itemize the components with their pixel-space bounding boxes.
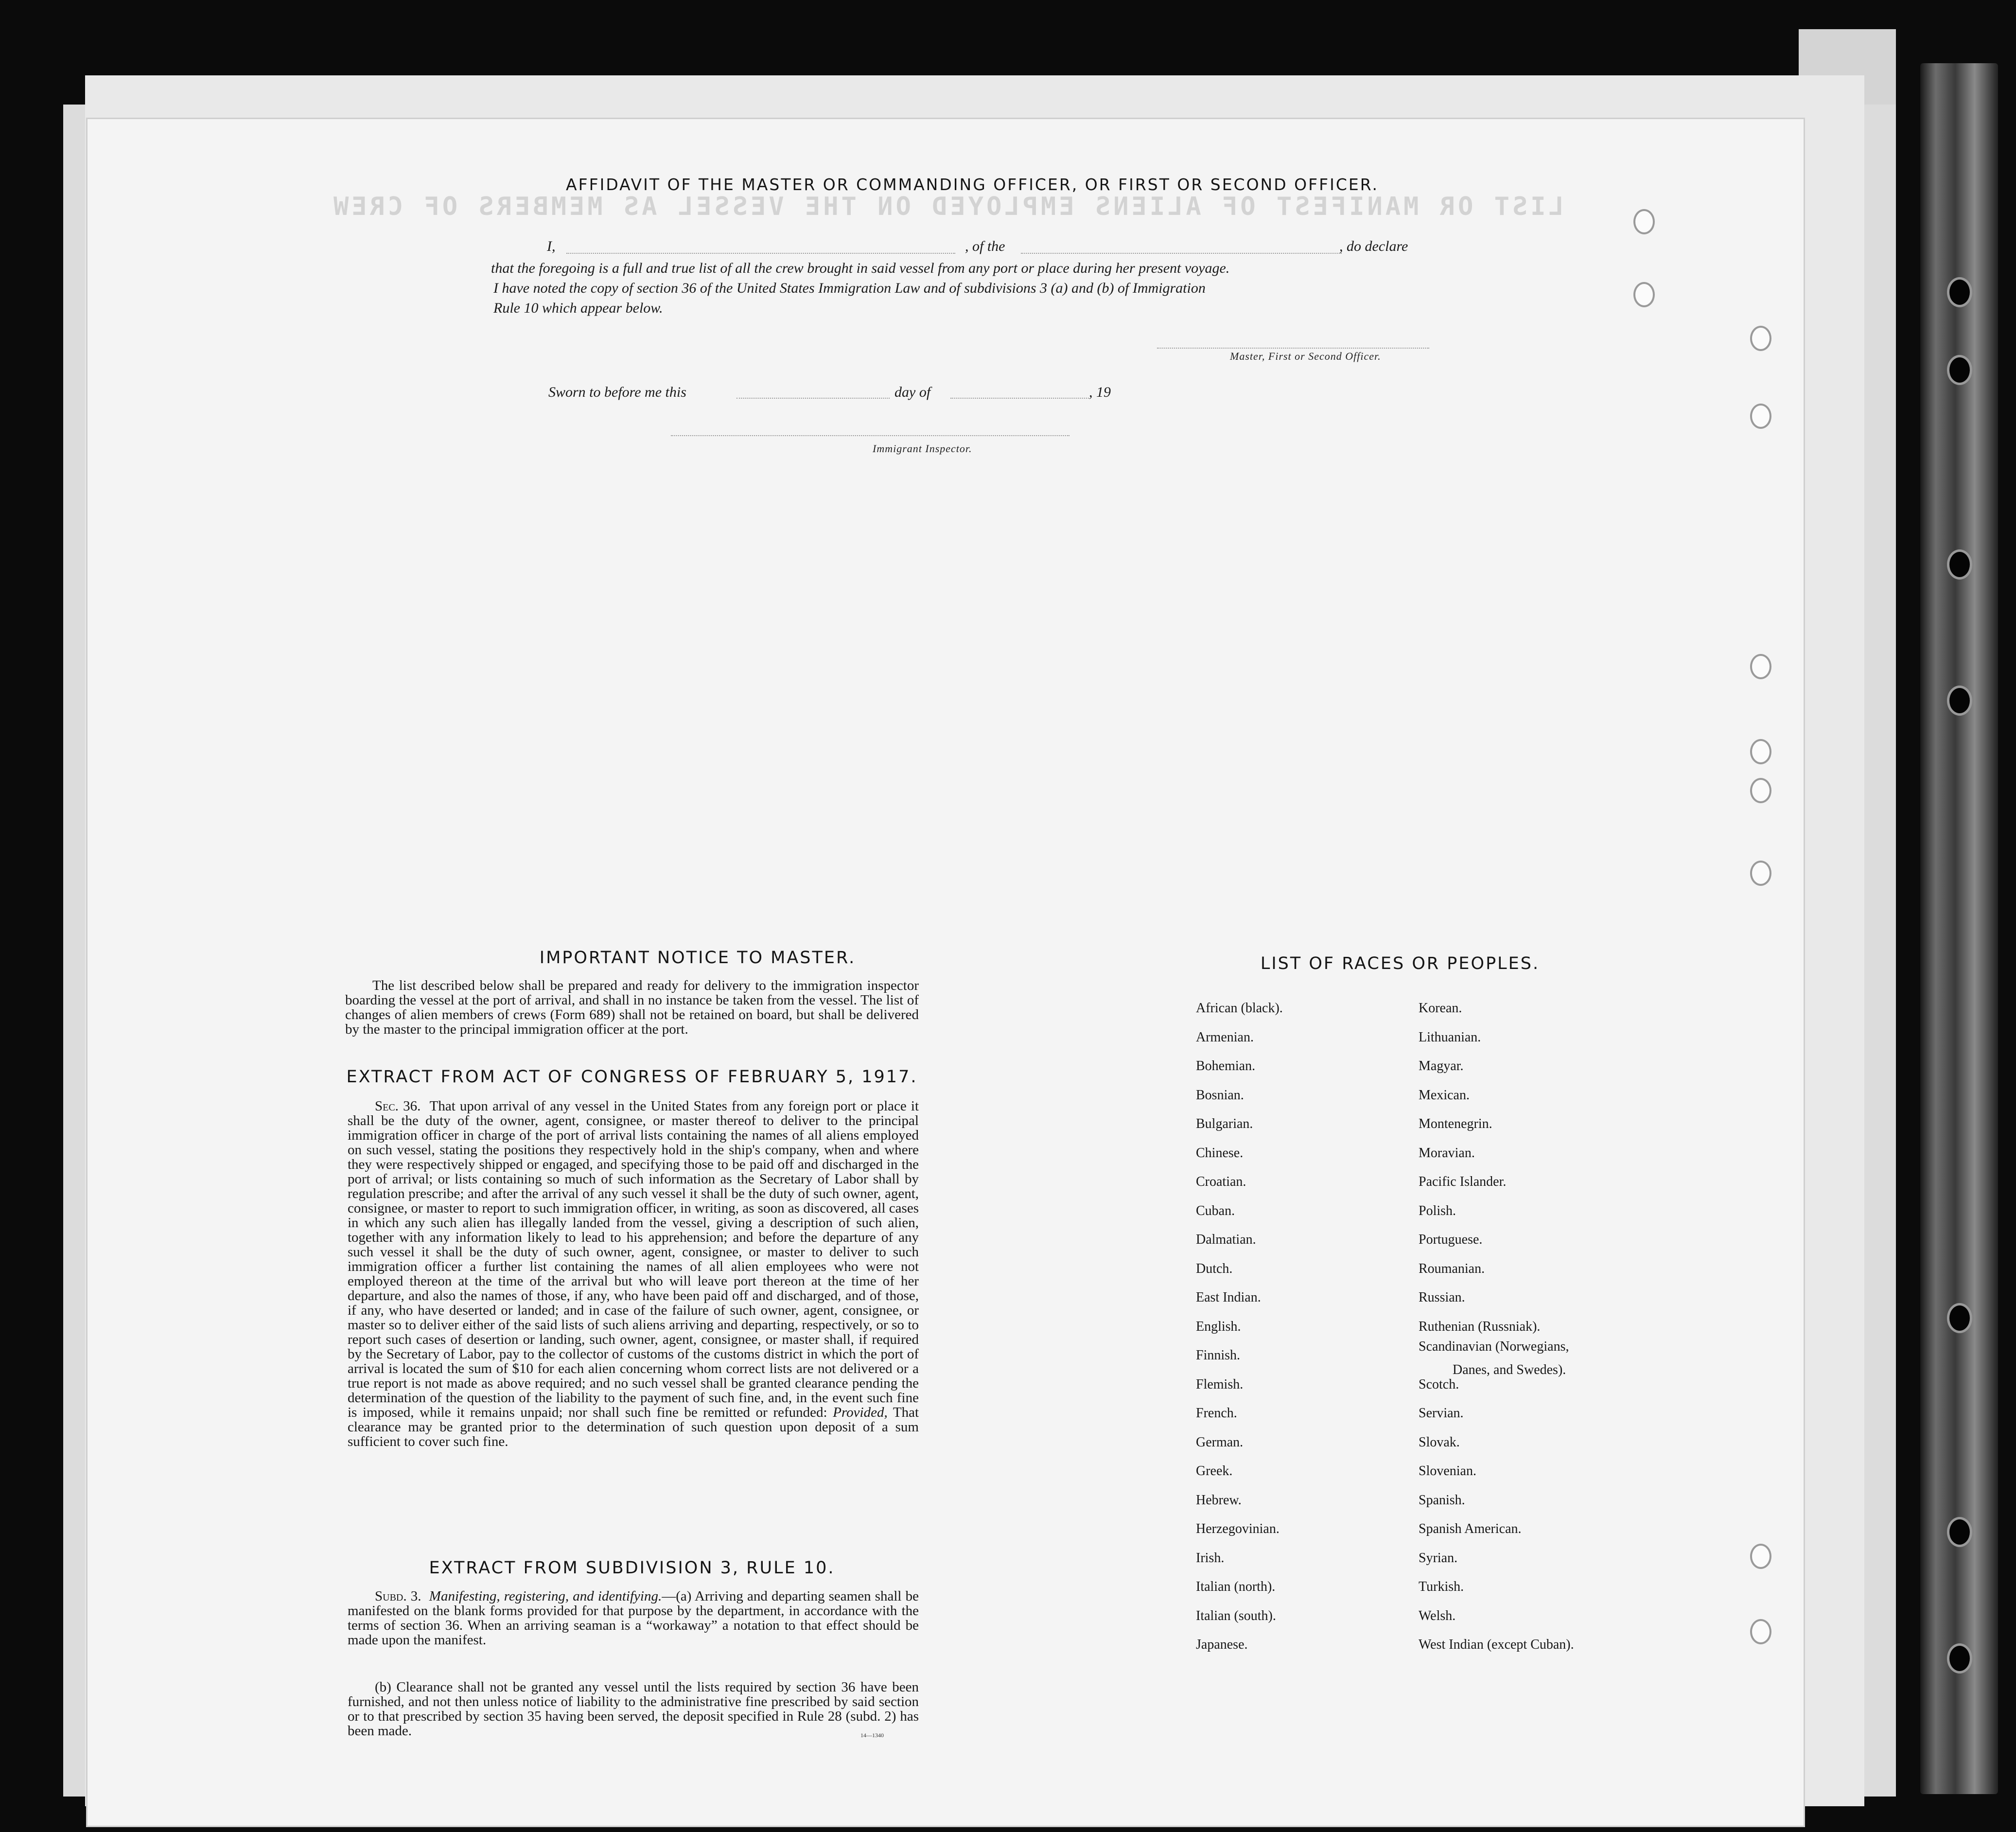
rule-para-a	[348, 1589, 919, 1647]
punch-hole-icon	[1750, 861, 1771, 886]
binder-hole-icon	[1947, 549, 1972, 580]
inspector-caption: Immigrant Inspector.	[873, 442, 972, 455]
notice-heading: IMPORTANT NOTICE TO MASTER.	[539, 948, 856, 968]
race-item: Danes, and Swedes).	[1453, 1362, 1566, 1377]
race-item: Hebrew.	[1196, 1492, 1242, 1508]
race-item: East Indian.	[1196, 1290, 1261, 1305]
affidavit-declare: , do declare	[1339, 238, 1408, 254]
sworn-year: , 19	[1089, 384, 1111, 400]
inspector-signature-blank	[671, 435, 1069, 436]
race-item: French.	[1196, 1406, 1237, 1421]
race-item: Russian.	[1419, 1290, 1465, 1305]
race-item: Bohemian.	[1196, 1058, 1256, 1074]
race-item: Italian (north).	[1196, 1579, 1276, 1594]
race-item: African (black).	[1196, 1001, 1283, 1016]
form-number: 14—1340	[860, 1732, 884, 1739]
punch-hole-icon	[1750, 1619, 1771, 1644]
race-item: Moravian.	[1419, 1145, 1475, 1161]
race-item: Welsh.	[1419, 1608, 1456, 1623]
subdivision-title: Manifesting, registering, and identifying.	[429, 1588, 662, 1604]
race-item: Magyar.	[1419, 1058, 1464, 1074]
affidavit-line-4: Rule 10 which appear below.	[493, 300, 663, 316]
subdivision-a-text: —(a) Arriving and departing seamen shall be manifested on the blank forms provided for that purpose by the department, in accordance with the terms of section 36. When an arriving seaman is a “workaway” a notation to that effect should be made upon the manifest.	[348, 1588, 919, 1648]
subdivision-label: Subd. 3.	[375, 1588, 421, 1604]
binder-hole-icon	[1947, 686, 1972, 716]
proviso-label: Provided,	[833, 1405, 888, 1420]
punch-hole-icon	[1633, 282, 1655, 307]
race-item: Scandinavian (Norwegians,	[1419, 1339, 1569, 1354]
race-item: Chinese.	[1196, 1145, 1244, 1161]
race-item: Montenegrin.	[1419, 1116, 1492, 1131]
affidavit-of-the: , of the	[965, 238, 1005, 254]
name-blank	[566, 253, 955, 254]
binder-hole-icon	[1947, 355, 1972, 385]
race-item: Servian.	[1419, 1406, 1464, 1421]
race-item: Ruthenian (Russniak).	[1419, 1319, 1541, 1334]
race-item: Spanish American.	[1419, 1521, 1522, 1536]
punch-hole-icon	[1750, 1544, 1771, 1569]
race-item: German.	[1196, 1434, 1244, 1450]
punch-hole-icon	[1750, 404, 1771, 429]
race-item: West Indian (except Cuban).	[1419, 1637, 1574, 1652]
race-item: Dalmatian.	[1196, 1232, 1256, 1247]
race-item: Flemish.	[1196, 1376, 1244, 1392]
punch-hole-icon	[1750, 654, 1771, 679]
binder-hole-icon	[1947, 1643, 1972, 1673]
race-item: Italian (south).	[1196, 1608, 1276, 1623]
sworn-month-blank	[950, 398, 1089, 399]
proviso-text: That clearance may be granted prior to the determination of such question upon deposit of a sum sufficient to cover such fine.	[348, 1405, 919, 1449]
bleed-through-text: LIST OR MANIFEST OF ALIENS EMPLOYED ON THE VESSEL AS MEMBERS OF CREW	[331, 192, 1564, 221]
affidavit-line-3: I have noted the copy of section 36 of the United States Immigration Law and of subdivisions 3 (a) and (b) of Immigration	[493, 280, 1206, 296]
race-item: Portuguese.	[1419, 1232, 1483, 1247]
race-item: Dutch.	[1196, 1261, 1233, 1276]
race-item: Herzegovinian.	[1196, 1521, 1280, 1536]
notice-text: The list described below shall be prepared and ready for delivery to the immigration inspector boarding the vessel at the port of arrival, and shall in no instance be taken from the vessel. The list of changes of alien members of crews (Form 689) shall not be retained on board, but shall be delivered by the master to the principal immigration officer at the port.	[345, 978, 919, 1037]
race-item: Korean.	[1419, 1001, 1462, 1016]
race-item: Pacific Islander.	[1419, 1174, 1507, 1189]
race-item: Cuban.	[1196, 1203, 1235, 1218]
races-heading: LIST OF RACES OR PEOPLES.	[1260, 954, 1540, 973]
race-item: Turkish.	[1419, 1579, 1464, 1594]
section-label: Sec. 36.	[375, 1098, 421, 1114]
race-item: Scotch.	[1419, 1376, 1459, 1392]
act-heading: EXTRACT FROM ACT OF CONGRESS OF FEBRUARY 5, 1917.	[346, 1067, 918, 1087]
master-signature-blank	[1157, 348, 1429, 349]
race-item: Syrian.	[1419, 1550, 1458, 1566]
race-item: Armenian.	[1196, 1029, 1254, 1045]
race-item: Polish.	[1419, 1203, 1456, 1218]
race-item: Finnish.	[1196, 1348, 1241, 1363]
punch-hole-icon	[1750, 326, 1771, 351]
binder-spine	[1920, 63, 1998, 1794]
race-item: Lithuanian.	[1419, 1029, 1481, 1045]
affidavit-line-2: that the foregoing is a full and true list of all the crew brought in said vessel from any port or place during her present voyage.	[491, 260, 1230, 276]
race-item: Irish.	[1196, 1550, 1225, 1566]
sworn-text: Sworn to before me this	[548, 384, 686, 400]
affidavit-title: AFFIDAVIT OF THE MASTER OR COMMANDING OFFICER, OR FIRST OR SECOND OFFICER.	[566, 175, 1379, 194]
sworn-day-blank	[736, 398, 890, 399]
race-item: Mexican.	[1419, 1087, 1470, 1103]
rule-para-b: (b) Clearance shall not be granted any vessel until the lists required by section 36 have been furnished, and not then unless notice of liability to the administrative fine prescribed by said section or to that prescribed by section 35 having been served, the deposit specified in Rule 28 (subd. 2) has been made.	[348, 1679, 919, 1739]
race-item: Croatian.	[1196, 1174, 1246, 1189]
race-item: Slovak.	[1419, 1434, 1460, 1450]
binder-hole-icon	[1947, 277, 1972, 307]
race-item: Spanish.	[1419, 1492, 1465, 1508]
master-signature-caption: Master, First or Second Officer.	[1230, 350, 1381, 362]
rule-heading: EXTRACT FROM SUBDIVISION 3, RULE 10.	[429, 1558, 835, 1578]
race-item: Bosnian.	[1196, 1087, 1244, 1103]
race-item: Bulgarian.	[1196, 1116, 1253, 1131]
race-item: Japanese.	[1196, 1637, 1248, 1652]
affidavit-i: I,	[547, 238, 556, 254]
sworn-day-of: day of	[894, 384, 931, 400]
act-text	[348, 1099, 919, 1449]
race-item: Greek.	[1196, 1463, 1233, 1479]
binder-hole-icon	[1947, 1303, 1972, 1333]
race-item: English.	[1196, 1319, 1241, 1334]
vessel-blank	[1021, 253, 1342, 254]
punch-hole-icon	[1750, 778, 1771, 803]
race-item: Slovenian.	[1419, 1463, 1476, 1479]
binder-hole-icon	[1947, 1517, 1972, 1547]
section-36-text: That upon arrival of any vessel in the United States from any foreign port or place it shall be the duty of the owner, agent, consignee, or master thereof to deliver to the principal immigration officer in charge of the port of arrival lists containing the names of all aliens employed on such vessel, stating the positions they respectively hold in the ship's company, when and where they were respectively shipped or engaged, and specifying those to be paid off and discharged in the port of arrival; or lists containing so much of such information as the Secretary of Labor shall by regulation prescribe; and after the arrival of any such vessel it shall be the duty of such owner, agent, consignee, or master to report to such immigration officer, in writing, as soon as discovered, all cases in which any such alien has illegally landed from the vessel, giving a description of such alien, together with any information likely to lead to his apprehension; and before the departure of any such vessel it shall be the duty of such owner, agent, consignee, or master to deliver to such immigration officer a further list containing the names of all alien employees who were not employed thereon at the time of the arrival but who will leave port thereon at the time of her departure, and also the names of those, if any, who have been paid off and discharged, and of those, if any, who have deserted or landed; and in case of the failure of such owner, agent, consignee, or master so to deliver either of the said lists of such aliens arriving and departing, respectively, or so to report such cases of desertion or landing, such owner, agent, consignee, or master shall, if required by the Secretary of Labor, pay to the collector of customs of the customs district in which the port of arrival is located the sum of $10 for each alien concerning whom correct lists are not delivered or a true report is not made as above required; and no such vessel shall be granted clearance pending the determination of the question of the liability to the payment of such fine, and, in the event such fine is imposed, while it remains unpaid; nor shall such fine be remitted or refunded:	[348, 1098, 919, 1420]
punch-hole-icon	[1750, 739, 1771, 764]
punch-hole-icon	[1633, 209, 1655, 234]
race-item: Roumanian.	[1419, 1261, 1485, 1276]
